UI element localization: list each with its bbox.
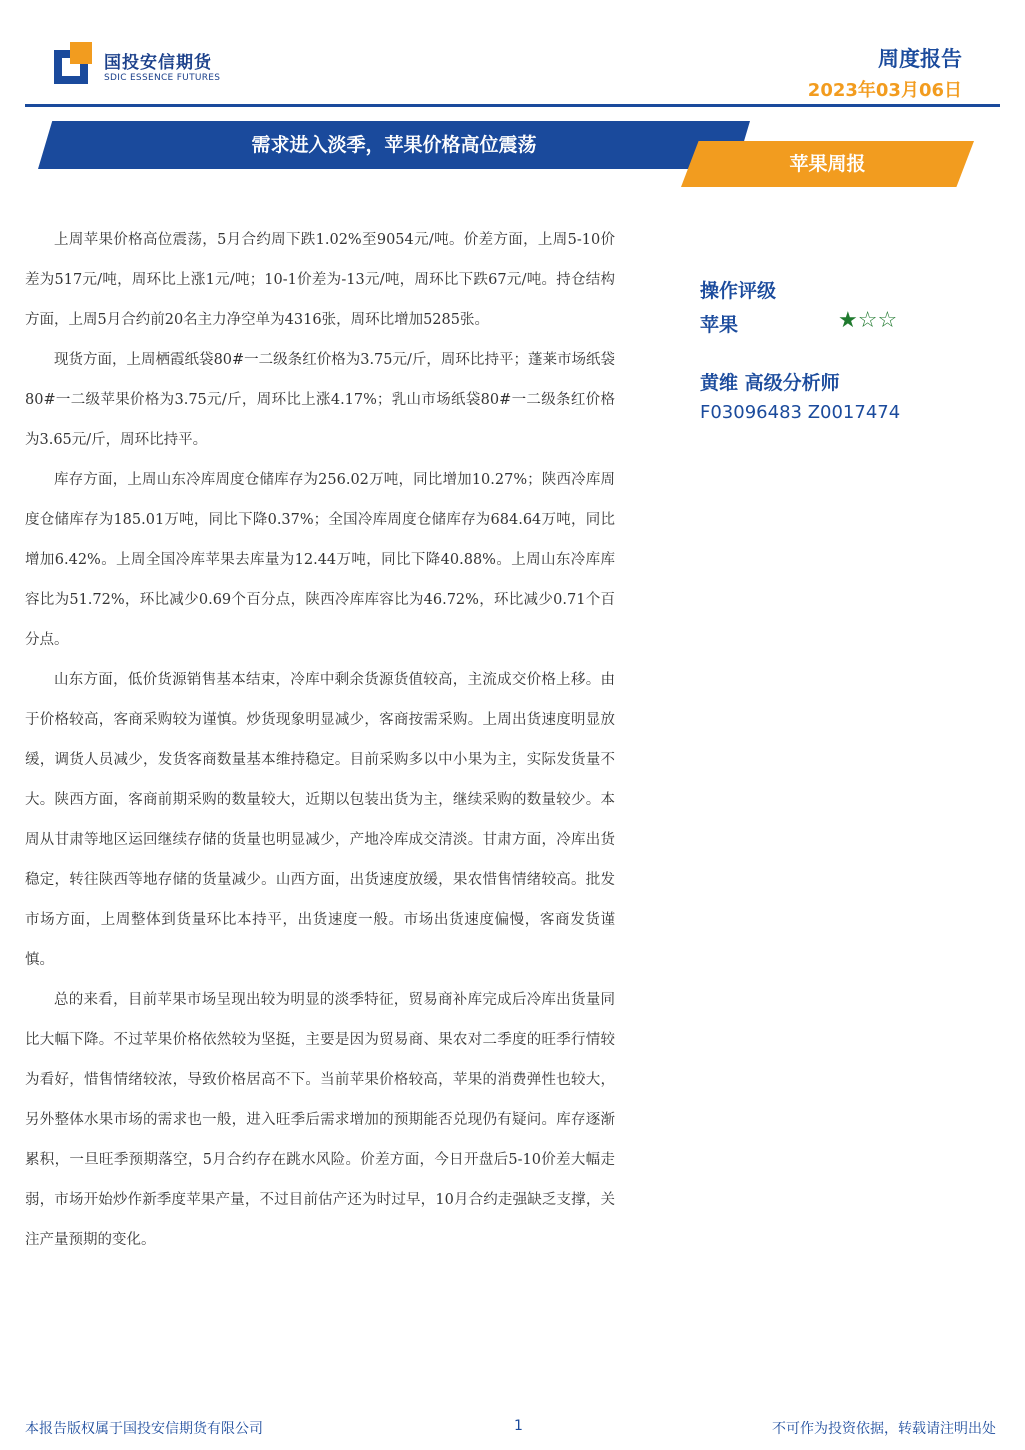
rating-stars-icon: ★☆☆ — [838, 308, 898, 333]
page-number: 1 — [514, 1418, 523, 1434]
rating-heading: 操作评级 — [700, 280, 777, 302]
header-divider — [25, 104, 1000, 107]
paragraph-inventory: 库存方面，上周山东冷库周度仓储库存为256.02万吨，同比增加10.27%；陕西冷库周度仓储库存为185.01万吨，同比下降0.37%；全国冷库周度仓储库存为684.64万吨，同比增加6.42%。上周全国冷库苹果去库量为12.44万吨，同比下降40.88%。上周山东冷库库容比为51.72%，环比减少0.69个百分点，陕西冷库库容比为46.72%，环比减少0.71个百分点。 — [25, 472, 615, 648]
company-logo — [54, 40, 234, 90]
report-body — [25, 220, 615, 1260]
disclaimer-notice: 不可作为投资依据，转载请注明出处 — [772, 1421, 996, 1437]
commodity-name: 苹果 — [700, 314, 739, 336]
logo-mark-icon — [54, 40, 98, 84]
logo-english-name: SDIC ESSENCE FUTURES — [104, 73, 221, 83]
logo-chinese-name: 国投安信期货 — [104, 53, 212, 73]
analyst-name: 黄维 高级分析师 — [700, 372, 840, 394]
report-type: 周度报告 — [878, 47, 962, 71]
report-title: 需求进入淡季，苹果价格高位震荡 — [251, 134, 537, 156]
paragraph-price-spread: 上周苹果价格高位震荡，5月合约周下跌1.02%至9054元/吨。价差方面，上周5-10价差为517元/吨，周环比上涨1元/吨；10-1价差为-13元/吨，周环比下跌67元/吨。持仓结构方面，上周5月合约前20名主力净空单为4316张，周环比增加5285张。 — [25, 232, 615, 328]
report-category-tag: 苹果周报 — [789, 153, 866, 175]
paragraph-spot: 现货方面，上周栖霞纸袋80#一二级条红价格为3.75元/斤，周环比持平；蓬莱市场纸袋80#一二级苹果价格为3.75元/斤，周环比上涨4.17%；乳山市场纸袋80#一二级条红价格为3.65元/斤，周环比持平。 — [25, 352, 615, 448]
copyright-notice: 本报告版权属于国投安信期货有限公司 — [25, 1421, 263, 1437]
paragraph-regional: 山东方面，低价货源销售基本结束，冷库中剩余货源货值较高，主流成交价格上移。由于价格较高，客商采购较为谨慎。炒货现象明显减少，客商按需采购。上周出货速度明显放缓，调货人员减少，发货客商数量基本维持稳定。目前采购多以中小果为主，实际发货量不大。陕西方面，客商前期采购的数量较大，近期以包装出货为主，继续采购的数量较少。本周从甘肃等地区运回继续存储的货量也明显减少，产地冷库成交清淡。甘肃方面，冷库出货稳定，转往陕西等地存储的货量减少。山西方面，出货速度放缓，果农惜售情绪较高。批发市场方面，上周整体到货量环比本持平，出货速度一般。市场出货速度偏慢，客商发货谨慎。 — [25, 672, 615, 968]
page-footer — [25, 1418, 1000, 1438]
report-date: 2023年03月06日 — [807, 80, 962, 101]
paragraph-summary: 总的来看，目前苹果市场呈现出较为明显的淡季特征，贸易商补库完成后冷库出货量同比大幅下降。不过苹果价格依然较为坚挺，主要是因为贸易商、果农对二季度的旺季行情较为看好，惜售情绪较浓，导致价格居高不下。当前苹果价格较高，苹果的消费弹性也较大，另外整体水果市场的需求也一般，进入旺季后需求增加的预期能否兑现仍有疑问。库存逐渐累积，一旦旺季预期落空，5月合约存在跳水风险。价差方面，今日开盘后5-10价差大幅走弱，市场开始炒作新季度苹果产量，不过目前估产还为时过早，10月合约走强缺乏支撑，关注产量预期的变化。 — [25, 992, 615, 1248]
analyst-certificate: F03096483 Z0017474 — [700, 402, 901, 423]
